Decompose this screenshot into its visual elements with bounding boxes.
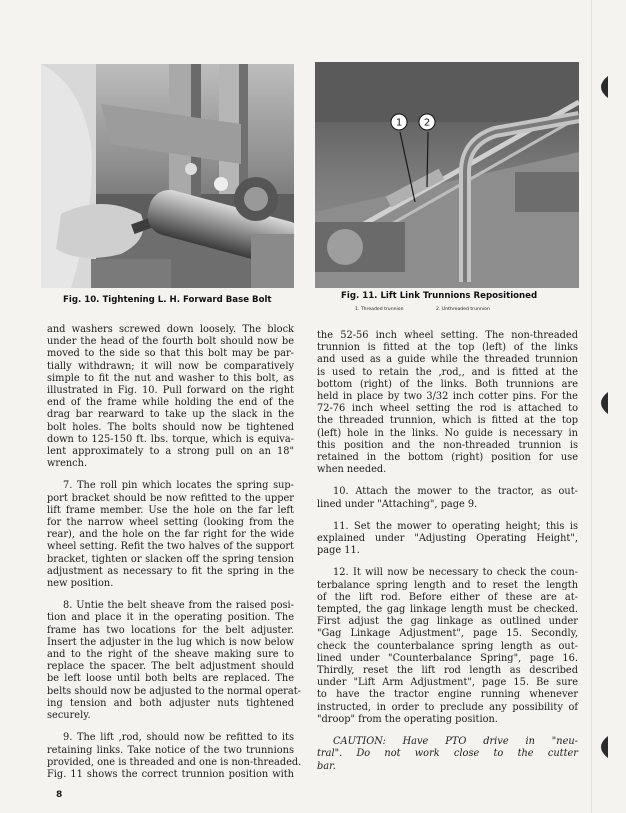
text-line: "Gag Linkage Adjustment", page 15. Secondly, bbox=[317, 628, 578, 640]
figure-11-caption: Fig. 11. Lift Link Trunnions Repositioned bbox=[341, 291, 538, 301]
text-line: port bracket should be now refitted to the upper bbox=[47, 492, 294, 504]
paragraph-step-9-continued bbox=[317, 330, 578, 476]
thumb-tab-icon bbox=[594, 76, 608, 98]
right-column bbox=[317, 330, 578, 773]
text-line: CAUTION: Have PTO drive in "neu- bbox=[333, 736, 578, 748]
text-line: bottom (right) of the links. Both trunnions are bbox=[317, 378, 578, 390]
text-line: the threaded trunnion, which is fitted at the top bbox=[317, 415, 578, 427]
text-line: (left) hole in the links. No guide is necessary in bbox=[317, 427, 578, 439]
text-line: lined under "Counterbalance Spring", page 16. bbox=[317, 652, 578, 664]
text-line: rear), and the hole on the far right for the wide bbox=[47, 529, 294, 541]
text-line: bracket, tighten or slacken off the spring tension bbox=[47, 553, 294, 565]
text-line: under the head of the fourth bolt should now be bbox=[47, 336, 294, 348]
text-line: be left loose until both belts are replaced. The bbox=[47, 673, 294, 685]
text-line: and washers screwed down loosely. The block bbox=[47, 324, 294, 335]
paragraph-step-9 bbox=[47, 732, 302, 781]
text-line: First adjust the gag linkage as outlined under bbox=[317, 616, 578, 628]
page-number: 8 bbox=[56, 790, 63, 800]
text-line: 72-76 inch wheel setting the rod is attached to bbox=[317, 403, 578, 415]
text-line: check the counterbalance spring length as out- bbox=[317, 640, 578, 652]
paragraph-continuation bbox=[47, 324, 294, 470]
text-line: bar. bbox=[317, 760, 336, 772]
text-line: Insert the adjuster in the lug which is now below bbox=[47, 636, 294, 648]
figure-10-photo bbox=[41, 64, 294, 288]
text-line: illustrated in Fig. 10. Pull forward on the right bbox=[47, 385, 294, 397]
text-line: drag bar rearward to take up the slack in the bbox=[47, 409, 294, 421]
text-line: 9. The lift ,rod, should now be refitted to its bbox=[63, 732, 294, 744]
text-line: when needed. bbox=[317, 464, 387, 476]
paragraph-step-12 bbox=[317, 567, 578, 726]
text-line: wrench. bbox=[47, 458, 88, 470]
text-line: and used as a guide while the threaded trunnion bbox=[317, 354, 578, 366]
paragraph-step-8 bbox=[47, 600, 301, 722]
text-line: of the lift rod. Before either of these are at- bbox=[317, 591, 578, 603]
text-line: 10. Attach the mower to the tractor, as out- bbox=[333, 486, 578, 498]
text-line: lined under "Attaching", page 9. bbox=[317, 498, 478, 510]
text-line: adjustment as necessary to fit the spring in the bbox=[47, 565, 294, 577]
text-line: replace the spacer. The belt adjustment should bbox=[47, 661, 294, 673]
caution-note bbox=[317, 736, 578, 773]
text-line: moved to the side so that this bolt may be par- bbox=[47, 348, 294, 360]
text-line: end of the frame while holding the end of the bbox=[47, 397, 294, 409]
text-line: the 52-56 inch wheel setting. The non-threaded bbox=[317, 330, 578, 341]
text-line: and to the right of the sheave making sure to bbox=[47, 649, 294, 661]
figure-11-legend-2: 2. Unthreaded trunnion bbox=[436, 307, 490, 312]
text-line: ing tension and both adjuster nuts tightened bbox=[47, 697, 294, 709]
text-line: Thirdly, reset the lift rod length as described bbox=[317, 665, 578, 677]
text-line: this position and the non-threaded trunnion is bbox=[317, 439, 578, 451]
text-line: lent approximately to a strong pull on an 18" bbox=[47, 446, 294, 458]
figure-11-legend-1: 1. Threaded trunnion bbox=[355, 307, 404, 312]
text-line: down to 125-150 ft. lbs. torque, which is equiva- bbox=[47, 433, 294, 445]
left-column bbox=[47, 324, 302, 781]
figure-11-photo bbox=[315, 62, 579, 288]
text-line: 12. It will now be necessary to check the coun- bbox=[333, 567, 578, 579]
text-line: securely. bbox=[47, 710, 91, 722]
text-line: held in place by two 3/32 inch cotter pins. For the bbox=[317, 391, 578, 403]
text-line: belts should now be adjusted to the normal operat- bbox=[47, 685, 301, 697]
text-line: terbalance spring length and to reset the length bbox=[317, 579, 578, 591]
callout-2: 2 bbox=[423, 117, 431, 129]
text-line: tempted, the gag linkage length must be checked. bbox=[317, 604, 578, 616]
text-line: lift frame member. Use the hole on the far left bbox=[47, 504, 294, 516]
text-line: bolt holes. The bolts should now be tightened bbox=[47, 421, 294, 433]
text-line: trunnion is fitted at the top (left) of the links bbox=[317, 342, 578, 354]
text-line: page 11. bbox=[317, 545, 360, 557]
text-line: retained in the bottom (right) position for use bbox=[317, 452, 578, 464]
paragraph-step-11 bbox=[317, 521, 578, 558]
text-line: explained under "Adjusting Operating Height", bbox=[317, 533, 578, 545]
text-line: instructed, in order to preclude any possibility of bbox=[317, 701, 578, 713]
text-line: under "Lift Arm Adjustment", page 15. Be sure bbox=[317, 677, 578, 689]
text-line: "droop" from the operating position. bbox=[317, 713, 498, 725]
callout-1: 1 bbox=[395, 117, 403, 129]
text-line: tral". Do not work close to the cutter bbox=[317, 748, 578, 760]
thumb-tab-icon bbox=[594, 392, 608, 414]
text-line: provided, one is threaded and one is non-threaded. bbox=[47, 756, 302, 768]
paragraph-step-7 bbox=[47, 480, 294, 590]
text-line: simple to fit the nut and washer to this bolt, as bbox=[47, 372, 294, 384]
thumb-tab-icon bbox=[594, 736, 608, 758]
text-line: tion and place it in the operating position. The bbox=[47, 612, 294, 624]
text-line: 7. The roll pin which locates the spring sup- bbox=[63, 480, 294, 492]
text-line: frame has two locations for the belt adjuster. bbox=[47, 624, 294, 636]
text-line: tially withdrawn; it will now be comparatively bbox=[47, 360, 294, 372]
paragraph-step-10 bbox=[317, 486, 578, 510]
text-line: for the narrow wheel setting (looking from the bbox=[47, 517, 294, 529]
figure-10-caption: Fig. 10. Tightening L. H. Forward Base Bolt bbox=[63, 295, 272, 305]
text-line: is used to retain the ,rod,, and is fitted at the bbox=[317, 366, 578, 378]
text-line: to have the tractor engine running whenever bbox=[317, 689, 578, 701]
text-line: wheel setting. Refit the two halves of the support bbox=[47, 541, 294, 553]
binding-edge bbox=[591, 0, 592, 813]
text-line: retaining links. Take notice of the two trunnions bbox=[47, 744, 294, 756]
text-line: new position. bbox=[47, 578, 114, 590]
text-line: Fig. 11 shows the correct trunnion position with bbox=[47, 768, 294, 780]
text-line: 11. Set the mower to operating height; this is bbox=[333, 520, 578, 532]
text-line: 8. Untie the belt sheave from the raised posi- bbox=[63, 600, 294, 612]
